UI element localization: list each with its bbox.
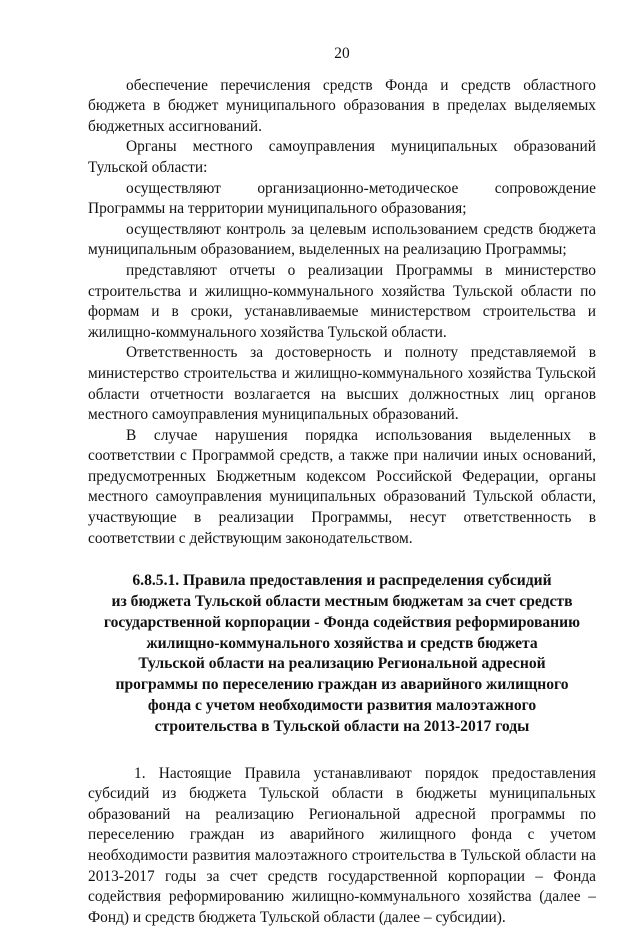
- heading-line: из бюджета Тульской области местным бюджетам за счет средств: [111, 593, 573, 611]
- paragraph-control: осуществляют контроль за целевым использованием средств бюджета муниципальным образованием, выделенных на реализацию Программы;: [88, 220, 596, 259]
- paragraph-reports: представляют отчеты о реализации Программы в министерство строительства и жилищно-коммунального хозяйства Тульской области по формам и в сроки, устанавливаемые министерством строительства и жилищно-коммунального хозяйства Тульской области.: [88, 261, 596, 341]
- heading-line: программы по переселению граждан из аварийного жилищного: [115, 676, 569, 694]
- heading-line: фонда с учетом необходимости развития малоэтажного: [147, 697, 537, 715]
- heading-line: строительства в Тульской области на 2013-2017 годы: [154, 717, 530, 735]
- page-number: 20: [334, 45, 350, 62]
- section-heading: [88, 571, 596, 737]
- paragraph-local-authorities: Органы местного самоуправления муниципальных образований Тульской области:: [88, 138, 596, 176]
- paragraph-rule-1: 1. Настоящие Правила устанавливают порядок предоставления субсидий из бюджета Тульской области в бюджеты муниципальных образований на реализацию Региональной адресной программы по переселению граждан из аварийного жилищного фонда с учетом необходимости развития малоэтажного строительства в Тульской области на 2013-2017 годы за счет средств государственной корпорации – Фонда содействия реформированию жилищно-коммунального хозяйства (далее – Фонд) и средств бюджета Тульской области (далее – субсидии).: [88, 764, 596, 926]
- heading-line: государственной корпорации - Фонда содействия реформированию: [103, 613, 581, 631]
- spacer: [88, 738, 596, 764]
- paragraph-methodical-support: осуществляют организационно-методическое сопровождение Программы на территории муниципального образования;: [88, 179, 596, 218]
- heading-line: Тульской области на реализацию Региональной адресной: [138, 655, 546, 673]
- paragraph-responsibility: Ответственность за достоверность и полноту представляемой в министерство строительства и жилищно-коммунального хозяйства Тульской области отчетности возлагается на высших должностных лиц органов местного самоуправления муниципальных образований.: [88, 344, 596, 424]
- heading-line: 6.8.5.1. Правила предоставления и распределения субсидий: [132, 572, 552, 590]
- paragraph-funding-transfer: обеспечение перечисления средств Фонда и средств областного бюджета в бюджет муниципального образования в пределах выделяемых бюджетных ассигнований.: [88, 76, 596, 135]
- heading-line: жилищно-коммунального хозяйства и средств бюджета: [146, 634, 538, 652]
- paragraph-violation: В случае нарушения порядка использования выделенных в соответствии с Программой средств, а также при наличии иных оснований, предусмотренных Бюджетным кодексом Российской Федерации, органы местного самоуправления муниципальных образований Тульской области, участвующие в реализации Программы, несут ответственность в соответствии с действующим законодательством.: [88, 426, 596, 547]
